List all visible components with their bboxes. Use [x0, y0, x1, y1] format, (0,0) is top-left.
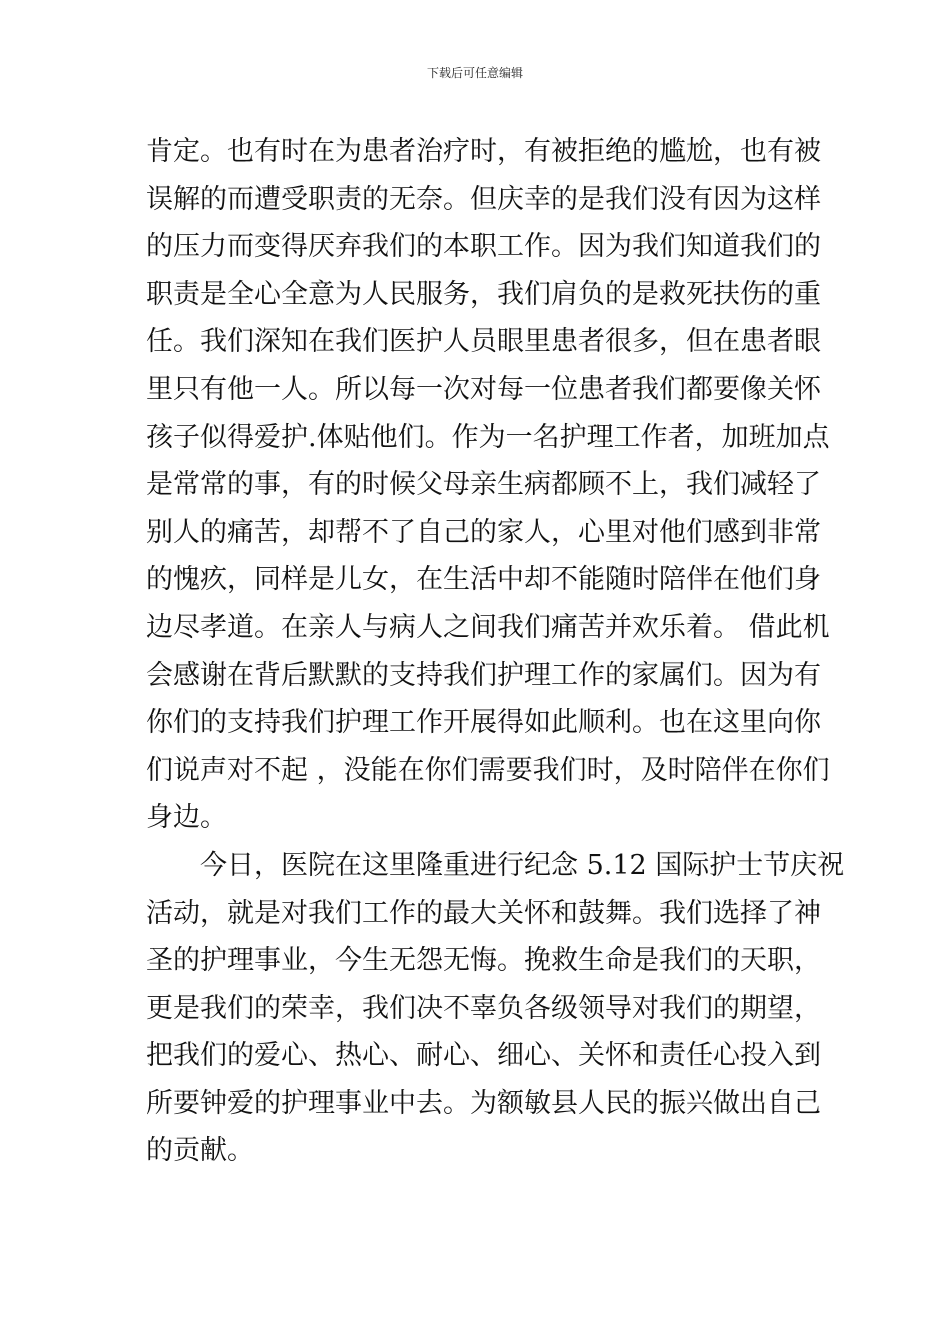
text-line: 圣的护理事业，今生无怨无悔。挽救生命是我们的天职， [146, 945, 821, 977]
text-line: 活动，就是对我们工作的最大关怀和鼓舞。我们选择了神 [146, 897, 821, 929]
text-line: 更是我们的荣幸，我们决不辜负各级领导对我们的期望， [146, 992, 821, 1024]
text-line: 误解的而遭受职责的无奈。但庆幸的是我们没有因为这样 [146, 183, 821, 215]
text-line: 今日，医院在这里隆重进行纪念 5.12 国际护士节庆祝 [146, 849, 845, 881]
text-line: 职责是全心全意为人民服务，我们肩负的是救死扶伤的重 [146, 278, 821, 310]
text-line: 你们的支持我们护理工作开展得如此顺利。也在这里向你 [146, 707, 821, 739]
text-line: 是常常的事，有的时候父母亲生病都顾不上，我们减轻了 [146, 469, 821, 501]
text-line: 任。我们深知在我们医护人员眼里患者很多，但在患者眼 [146, 326, 821, 358]
text-line: 肯定。也有时在为患者治疗时，有被拒绝的尴尬，也有被 [146, 136, 821, 167]
text-line: 里只有他一人。所以每一次对每一位患者我们都要像关怀 [146, 373, 821, 405]
text-line: 所要钟爱的护理事业中去。为额敏县人民的振兴做出自己 [146, 1087, 821, 1119]
text-line: 别人的痛苦，却帮不了自己的家人，心里对他们感到非常 [146, 516, 821, 548]
text-line: 身边。 [146, 802, 227, 834]
body-text [146, 128, 845, 1175]
page-header: 下载后可任意编辑 [426, 66, 523, 80]
text-line: 孩子似得爱护.体贴他们。作为一名护理工作者，加班加点 [146, 421, 830, 453]
text-line: 们说声对不起 ，没能在你们需要我们时，及时陪伴在你们 [146, 754, 830, 786]
text-line: 边尽孝道。在亲人与病人之间我们痛苦并欢乐着。 借此机 [146, 611, 830, 643]
text-line: 的愧疚，同样是儿女，在生活中却不能随时陪伴在他们身 [146, 564, 821, 596]
text-line: 会感谢在背后默默的支持我们护理工作的家属们。因为有 [146, 659, 821, 691]
text-line: 把我们的爱心、热心、耐心、细心、关怀和责任心投入到 [146, 1040, 821, 1072]
text-line: 的贡献。 [146, 1135, 254, 1167]
text-line: 的压力而变得厌弃我们的本职工作。因为我们知道我们的 [146, 231, 821, 263]
